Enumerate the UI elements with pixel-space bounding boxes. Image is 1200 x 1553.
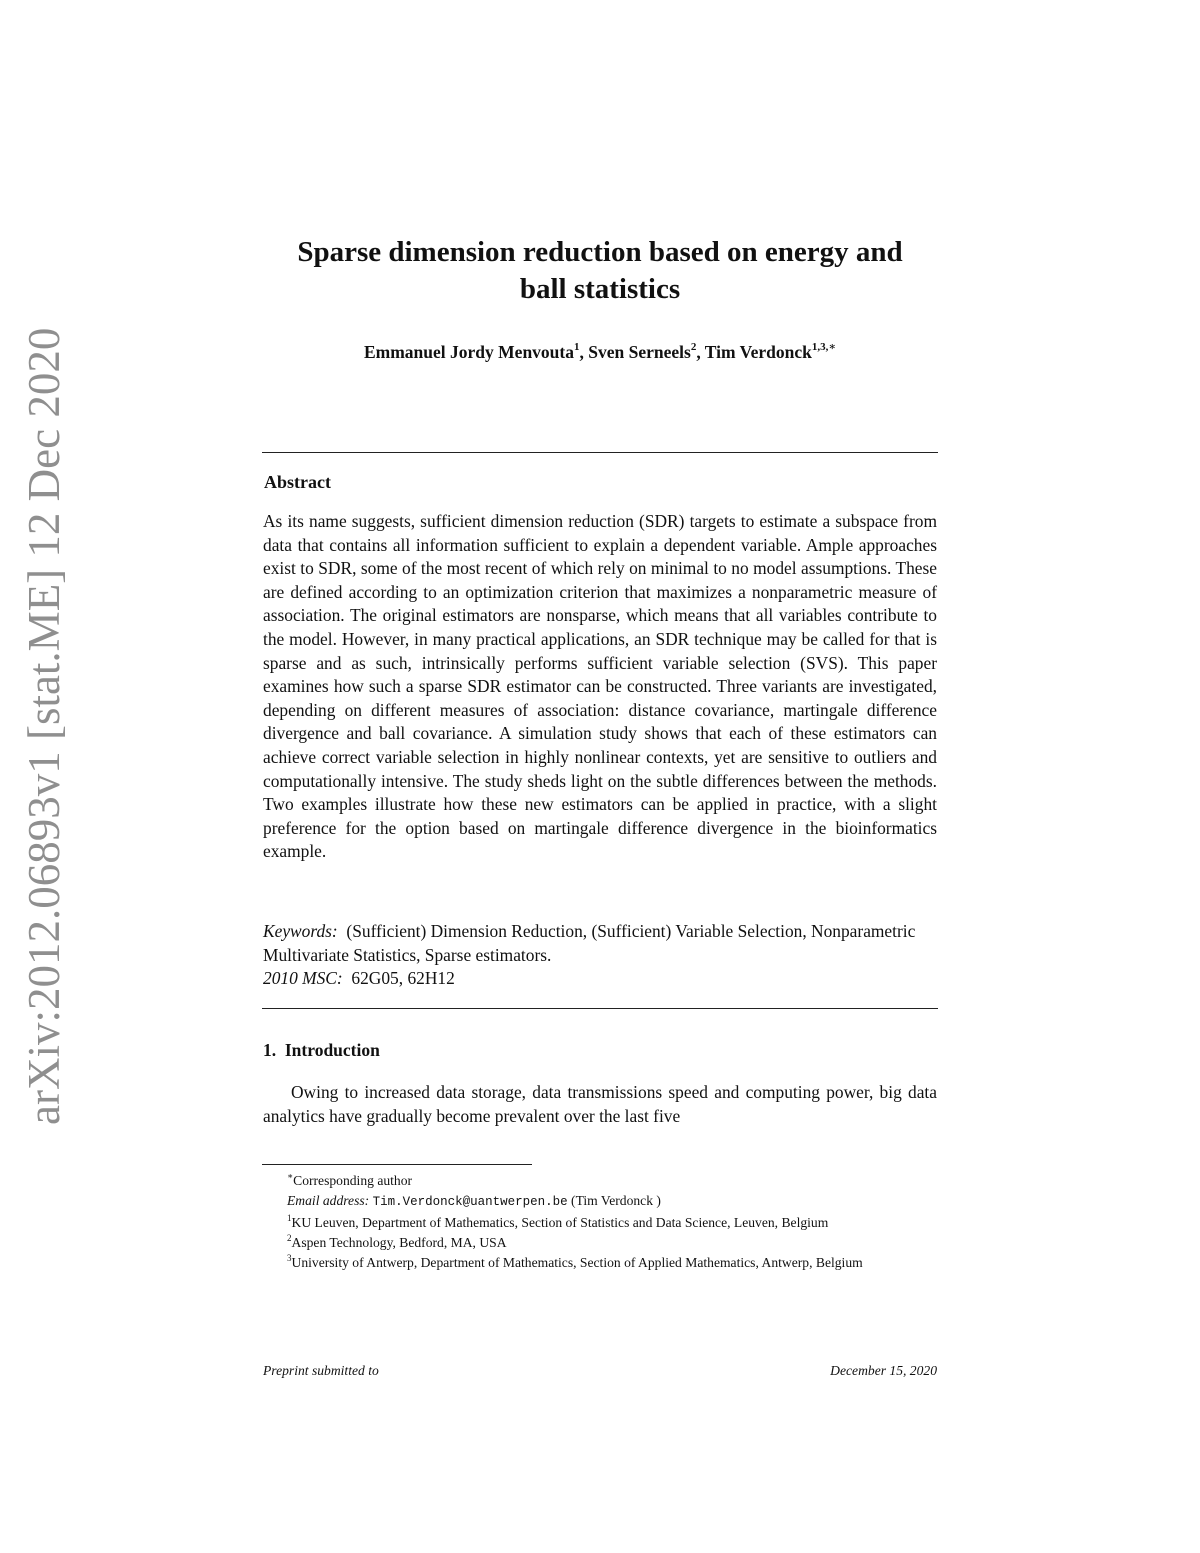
footnotes: [263, 1171, 937, 1273]
keywords-block: [263, 920, 937, 991]
section-heading-introduction: [263, 1040, 380, 1061]
abstract-top-rule: [262, 452, 938, 453]
email-label: Email address:: [287, 1193, 370, 1209]
paper-title-line-2: ball statistics: [519, 273, 681, 305]
abstract-heading: Abstract: [264, 472, 331, 492]
abstract-bottom-rule: [262, 1008, 938, 1009]
footnote-affiliation-text: KU Leuven, Department of Mathematics, Section of Statistics and Data Science, Leuven, Belgium: [291, 1214, 829, 1230]
footnote-corresponding-text: Corresponding author: [293, 1173, 413, 1188]
paper-title: [262, 234, 938, 308]
introduction-text: Owing to increased data storage, data transmissions speed and computing power, big data analytics have gradually become prevalent over the last five: [263, 1082, 937, 1126]
section-number: 1.: [263, 1040, 277, 1060]
footnote-mark: 3: [287, 1253, 292, 1264]
footnote-affiliation-text: Aspen Technology, Bedford, MA, USA: [291, 1234, 507, 1250]
arxiv-identifier-stamp: arXiv:2012.06893v1 [stat.ME] 12 Dec 2020: [19, 327, 69, 1125]
footer-preprint-note: Preprint submitted to: [263, 1363, 379, 1378]
author-name: Tim Verdonck: [704, 342, 812, 362]
footnote-affiliation-1: [263, 1213, 937, 1233]
footnote-corresponding: [263, 1171, 937, 1191]
msc-label: 2010 MSC:: [263, 968, 343, 989]
author-affiliation-mark: 1: [573, 341, 580, 353]
email-owner: (Tim Verdonck ): [571, 1193, 661, 1209]
abstract-text: As its name suggests, sufficient dimension reduction (SDR) targets to estimate a subspace from data that contains all information sufficient to explain a dependent variable. Ample approaches exist to SDR, some of the most recent of which rely on minimal to no model assumptions. These are defined according to an optimization criterion that maximizes a nonparametric measure of association. The original estimators are nonsparse, which means that all variables contribute to the model. However, in many practical applications, an SDR technique may be called for that is sparse and as such, intrinsically performs sufficient variable selection (SVS). This paper examines how such a sparse SDR estimator can be constructed. Three variants are investigated, depending on different measures of association: distance covariance, martingale difference divergence and ball covariance. A simulation study shows that each of these estimators can achieve correct variable selection in highly nonlinear contexts, yet are sensitive to outliers and computationally intensive. The study sheds light on the subtle differences between the methods. Two examples illustrate how these new estimators can be applied in practice, with a slight preference for the option based on martingale difference divergence in the bioinformatics example.: [263, 511, 937, 862]
keywords-value: (Sufficient) Dimension Reduction, (Sufficient) Variable Selection, Nonparametric Multivariate Statistics, Sparse estimators.: [263, 921, 916, 965]
footer-date: December 15, 2020: [830, 1363, 937, 1378]
footnote-email: [263, 1191, 937, 1212]
footnote-affiliation-text: University of Antwerp, Department of Mathematics, Section of Applied Mathematics, Antwerp, Belgium: [291, 1255, 863, 1271]
paper-title-line-1: Sparse dimension reduction based on energy and: [297, 236, 903, 268]
footnote-affiliation-3: [263, 1253, 937, 1273]
author-name: Emmanuel Jordy Menvouta: [363, 342, 574, 362]
footnote-mark: 1: [287, 1212, 292, 1223]
footnote-rule: [262, 1164, 532, 1165]
email-link[interactable]: Tim.Verdonck@uantwerpen.be: [372, 1195, 568, 1210]
author-affiliation-mark: 2: [690, 341, 697, 353]
section-title: Introduction: [284, 1040, 380, 1060]
footnote-mark: 2: [287, 1232, 292, 1243]
msc-value: 62G05, 62H12: [351, 968, 455, 989]
author-list: Emmanuel Jordy Menvouta$^1$, Sven Serneels$^2$, Tim Verdonck$^{1,3,∗}$: [363, 341, 836, 362]
footnote-mark: ∗: [287, 1171, 294, 1181]
author-name: Sven Serneels: [588, 342, 691, 362]
author-affiliation-mark: 1,3,∗: [811, 341, 836, 353]
footnote-affiliation-2: [263, 1233, 937, 1253]
keywords-label: Keywords:: [263, 921, 338, 941]
